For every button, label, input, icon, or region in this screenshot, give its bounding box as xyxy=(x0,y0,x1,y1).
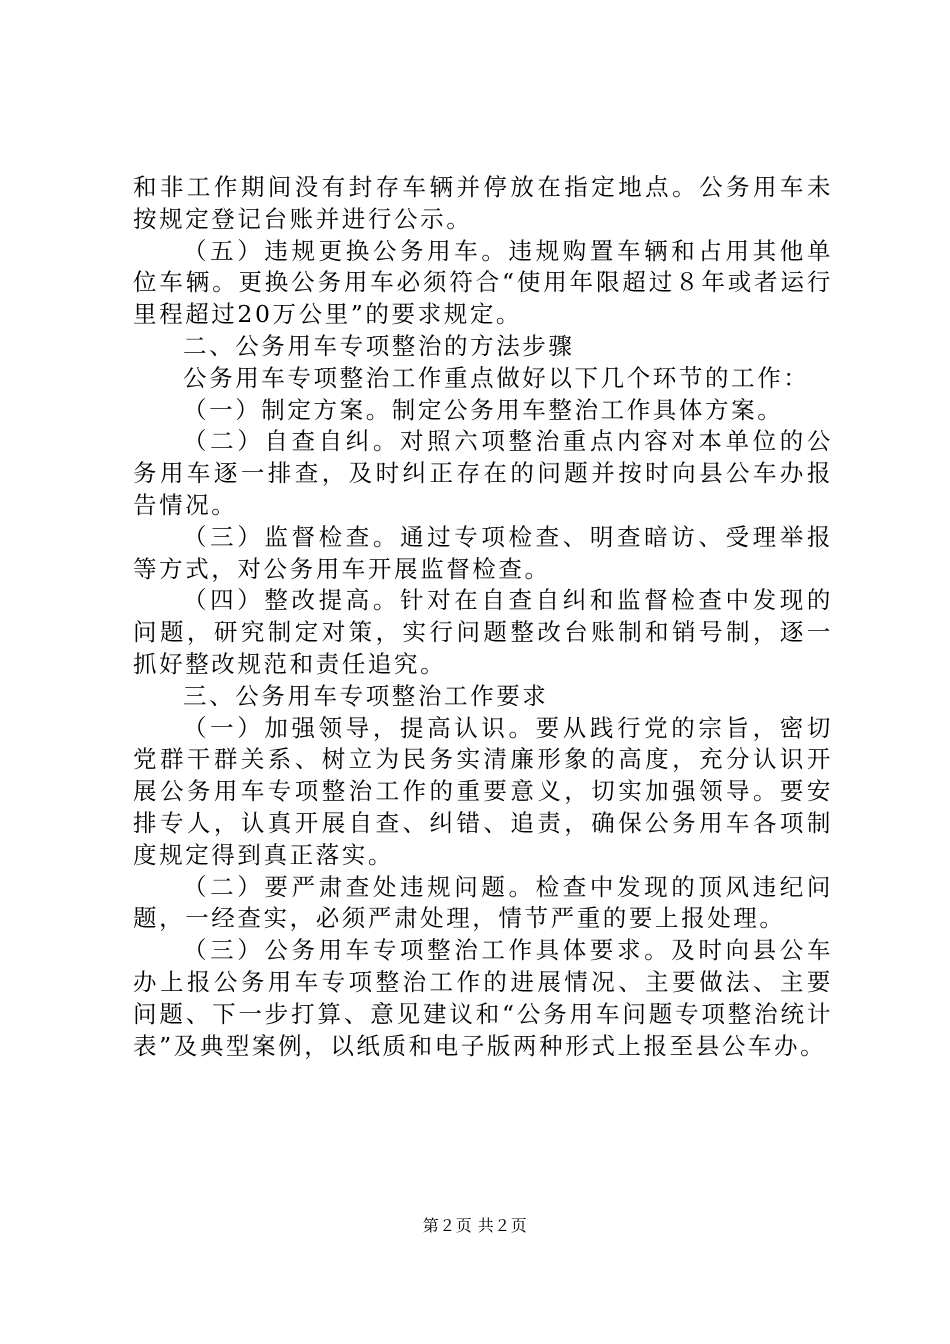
paragraph-requirement-1: （一）加强领导，提高认识。要从践行党的宗旨，密切党群干群关系、树立为民务实清廉形象的高度，充分认识开展公务用车专项整治工作的重要意义，切实加强领导。要安排专人，认真开展自查、纠错、追责，确保公务用车各项制度规定得到真正落实。 xyxy=(133,713,833,869)
paragraph-step-2: （二）自查自纠。对照六项整治重点内容对本单位的公务用车逐一排查，及时纠正存在的问题并按时向县公车办报告情况。 xyxy=(133,427,833,519)
section-heading-3: 三、公务用车专项整治工作要求 xyxy=(183,681,549,710)
paragraph-step-3: （三）监督检查。通过专项检查、明查暗访、受理举报等方式，对公务用车开展监督检查。 xyxy=(133,522,833,583)
paragraph-requirement-3: （三）公务用车专项整治工作具体要求。及时向县公车办上报公务用车专项整治工作的进展情况、主要做法、主要问题、下一步打算、意见建议和“公务用车问题专项整治统计表”及典型案例，以纸质和电子版两种形式上报至县公车办。 xyxy=(133,936,833,1060)
document-body xyxy=(133,172,833,1062)
page-footer: 第２页 共２页 xyxy=(422,1216,528,1235)
paragraph-step-1: （一）制定方案。制定公务用车整治工作具体方案。 xyxy=(183,395,784,424)
paragraph-requirement-2: （二）要严肃查处违规问题。检查中发现的顶风违纪问题，一经查实，必须严肃处理，情节严重的要上报处理。 xyxy=(133,872,833,933)
paragraph-steps-intro: 公务用车专项整治工作重点做好以下几个环节的工作： xyxy=(183,363,810,392)
paragraph-continuation: 和非工作期间没有封存车辆并停放在指定地点。公务用车未按规定登记台账并进行公示。 xyxy=(133,173,833,233)
paragraph-step-4: （四）整改提高。针对在自查自纠和监督检查中发现的问题，研究制定对策，实行问题整改台账制和销号制，逐一抓好整改规范和责任追究。 xyxy=(133,586,833,678)
section-heading-2: 二、公务用车专项整治的方法步骤 xyxy=(183,331,575,360)
paragraph-item-5-vehicle-replacement: （五）违规更换公务用车。违规购置车辆和占用其他单位车辆。更换公务用车必须符合“使用年限超过８年或者运行里程超过20万公里”的要求规定。 xyxy=(133,236,833,329)
